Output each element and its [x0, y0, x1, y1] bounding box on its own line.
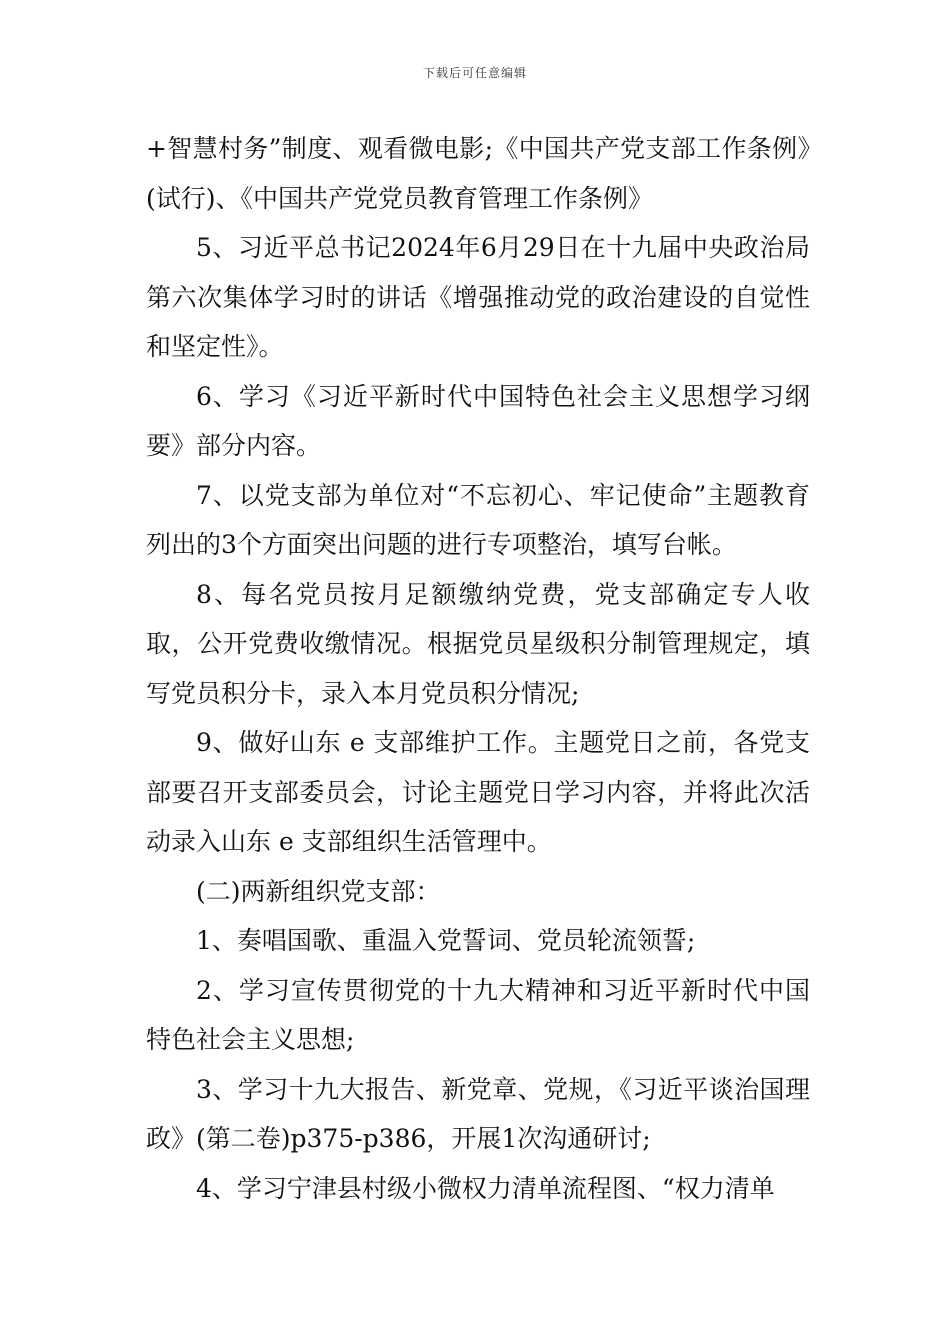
page-header: 下载后可任意编辑	[422, 66, 527, 80]
section-heading: (二)两新组织党支部：	[196, 876, 441, 906]
paragraph: +智慧村务”制度、观看微电影;《中国共产党支部工作条例》(试行)、《中国共产党党员教育管理工作条例》	[146, 134, 810, 213]
paragraph: 7、以党支部为单位对“不忘初心、牢记使命”主题教育列出的3个方面突出问题的进行专项整治，填写台帐。	[146, 480, 810, 559]
paragraph: 1、奏唱国歌、重温入党誓词、党员轮流领誓;	[196, 926, 696, 955]
paragraph: 6、学习《习近平新时代中国特色社会主义思想学习纲要》部分内容。	[146, 381, 810, 460]
document-body	[146, 124, 810, 1213]
paragraph: 9、做好山东 e 支部维护工作。主题党日之前，各党支部要召开支部委员会，讨论主题党日学习内容，并将此次活动录入山东 e 支部组织生活管理中。	[146, 728, 810, 856]
paragraph: 2、学习宣传贯彻党的十九大精神和习近平新时代中国特色社会主义思想;	[146, 975, 810, 1054]
paragraph: 5、习近平总书记2024年6月29日在十九届中央政治局第六次集体学习时的讲话《增强推动党的政治建设的自觉性和坚定性》。	[146, 233, 810, 361]
paragraph: 3、学习十九大报告、新党章、党规，《习近平谈治国理政》(第二卷)p375-p386，开展1次沟通研讨;	[146, 1074, 810, 1153]
paragraph: 8、每名党员按月足额缴纳党费，党支部确定专人收取，公开党费收缴情况。根据党员星级积分制管理规定，填写党员积分卡，录入本月党员积分情况;	[146, 579, 810, 708]
paragraph: 4、学习宁津县村级小微权力清单流程图、“权力清单	[196, 1173, 775, 1203]
